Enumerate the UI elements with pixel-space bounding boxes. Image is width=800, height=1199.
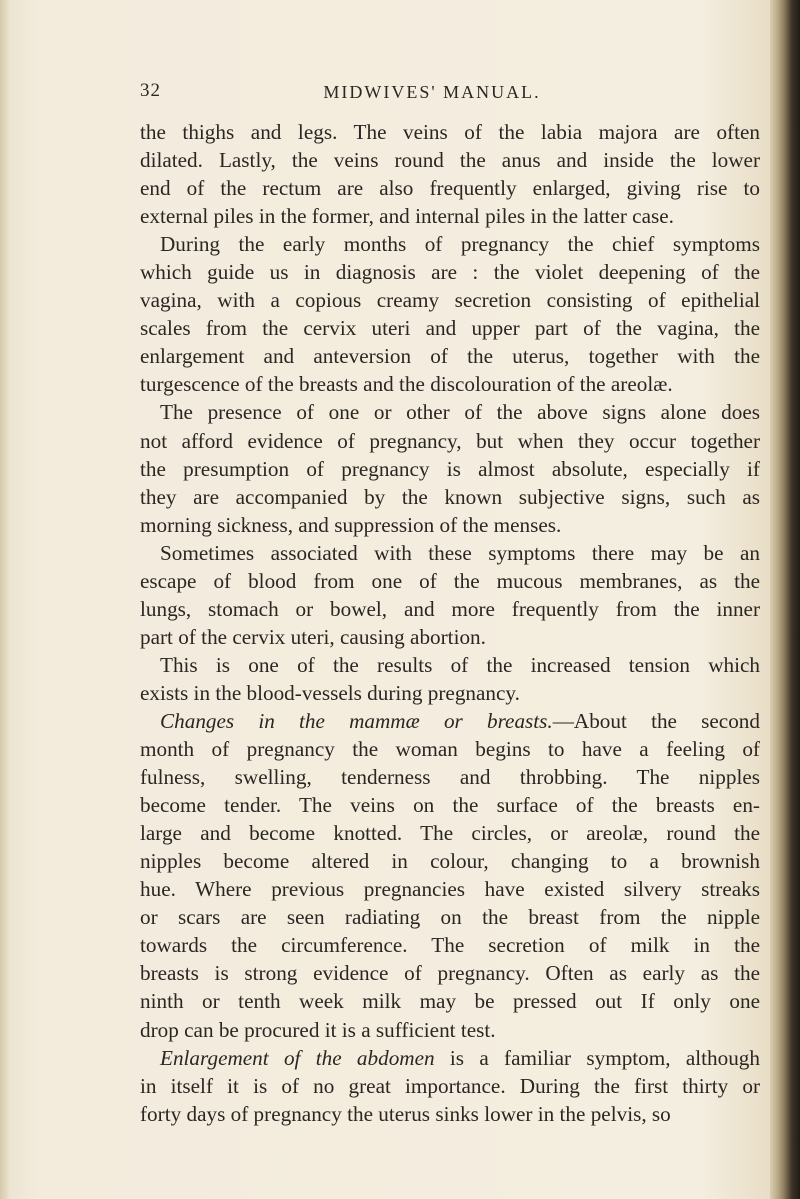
line-text: or scars are seen radiating on the breast from the nipple: [140, 905, 760, 930]
line-text: exists in the blood-vessels during pregnancy.: [140, 680, 520, 705]
line-text: which guide us in diagnosis are : the violet deepening of the: [140, 260, 760, 285]
text-line: [140, 427, 760, 455]
text-line: [140, 1016, 760, 1044]
line-text: they are accompanied by the known subjective signs, such as: [140, 484, 760, 509]
line-text: escape of blood from one of the mucous membranes, as the: [140, 568, 760, 593]
line-text: morning sickness, and suppression of the menses.: [140, 512, 562, 537]
text-line: [140, 483, 760, 511]
italic-heading: Changes in the mammæ or breasts.: [160, 708, 553, 733]
line-text: the thighs and legs. The veins of the labia majora are often: [140, 120, 760, 144]
page-header: [112, 80, 752, 110]
line-text: This is one of the results of the increased tension which: [160, 652, 760, 677]
text-line: [140, 230, 760, 258]
text-line: [140, 595, 760, 623]
line-text: nipples become altered in colour, changing to a brownish: [140, 849, 760, 874]
text-line: [140, 847, 760, 875]
text-line: [140, 763, 760, 791]
line-text: towards the circumference. The secretion of milk in the: [140, 933, 760, 958]
text-line: [140, 1072, 760, 1100]
line-text: ninth or tenth week milk may be pressed out If only one: [140, 989, 760, 1014]
line-text: The presence of one or other of the above signs alone does: [160, 400, 760, 425]
text-line: [140, 539, 760, 567]
text-line: [140, 651, 760, 679]
text-line: [140, 679, 760, 707]
text-line: [140, 875, 760, 903]
body-text: [140, 118, 760, 1128]
line-text: dilated. Lastly, the veins round the anus and inside the lower: [140, 148, 760, 173]
line-text: forty days of pregnancy the uterus sinks lower in the pelvis, so: [140, 1101, 671, 1126]
text-line: [140, 791, 760, 819]
text-line: [140, 903, 760, 931]
text-line: [140, 342, 760, 370]
line-text: the presumption of pregnancy is almost absolute, especially if: [140, 456, 760, 481]
text-line: [140, 1100, 760, 1128]
line-text: scales from the cervix uteri and upper part of the vagina, the: [140, 316, 760, 341]
text-line: [140, 455, 760, 483]
text-line: [140, 735, 760, 763]
line-text: end of the rectum are also frequently enlarged, giving rise to: [140, 176, 760, 201]
line-text: turgescence of the breasts and the discolouration of the areolæ.: [140, 372, 673, 397]
text-line: [140, 202, 760, 230]
text-line: [140, 623, 760, 651]
text-line: [140, 1044, 760, 1072]
text-line: [140, 511, 760, 539]
text-line: [140, 959, 760, 987]
page-number: 32: [140, 80, 161, 101]
text-line: [140, 931, 760, 959]
text-line: [140, 567, 760, 595]
line-text: drop can be procured it is a sufficient test.: [140, 1017, 496, 1042]
text-line: [140, 987, 760, 1015]
line-text: become tender. The veins on the surface of the breasts en-: [140, 793, 760, 818]
text-line: [140, 286, 760, 314]
line-text: part of the cervix uteri, causing abortion.: [140, 624, 486, 649]
line-text: vagina, with a copious creamy secretion consisting of epithelial: [140, 288, 760, 313]
line-text: —About the second: [552, 708, 760, 733]
line-text: enlargement and anteversion of the uterus, together with the: [140, 344, 760, 369]
line-text: breasts is strong evidence of pregnancy. Often as early as the: [140, 961, 760, 986]
page-left-edge: [0, 0, 10, 1199]
text-line: [140, 314, 760, 342]
line-text: large and become knotted. The circles, or areolæ, round the: [140, 821, 760, 846]
running-head: MIDWIVES' MANUAL.: [323, 82, 541, 102]
italic-heading: Enlargement of the abdomen: [160, 1045, 435, 1070]
text-line: [140, 146, 760, 174]
text-line: [140, 174, 760, 202]
text-line: [140, 370, 760, 398]
line-text: During the early months of pregnancy the chief symptoms: [160, 232, 760, 257]
line-text: Sometimes associated with these symptoms there may be an: [160, 540, 760, 565]
line-text: in itself it is of no great importance. During the first thirty or: [140, 1073, 760, 1098]
text-line: [140, 707, 760, 735]
text-line: [140, 258, 760, 286]
text-line: [140, 118, 760, 146]
line-text: is a familiar symptom, although: [434, 1045, 760, 1070]
line-text: fulness, swelling, tenderness and throbbing. The nipples: [140, 765, 760, 790]
line-text: hue. Where previous pregnancies have existed silvery streaks: [140, 877, 760, 902]
line-text: lungs, stomach or bowel, and more frequently from the inner: [140, 596, 760, 621]
text-line: [140, 819, 760, 847]
line-text: external piles in the former, and internal piles in the latter case.: [140, 204, 674, 229]
line-text: month of pregnancy the woman begins to have a feeling of: [140, 737, 760, 762]
text-line: [140, 398, 760, 426]
line-text: not afford evidence of pregnancy, but when they occur together: [140, 428, 760, 453]
book-binding-edge: [770, 0, 800, 1199]
